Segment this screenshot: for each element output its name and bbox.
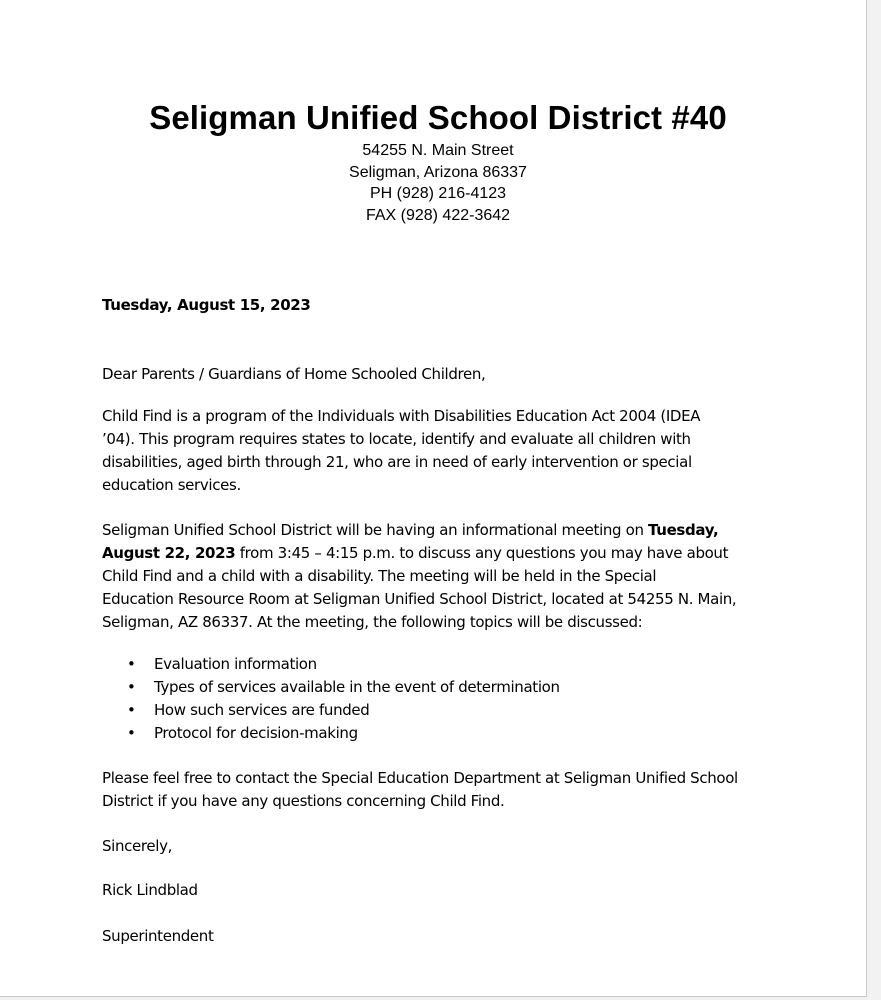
paragraph-line — [102, 542, 792, 565]
list-item — [102, 722, 792, 745]
street-address: 54255 N. Main Street — [362, 142, 514, 159]
list-item — [102, 676, 792, 699]
paragraph-child-find — [102, 405, 792, 497]
bullet-icon: • — [127, 655, 136, 673]
topic-text: Protocol for decision-making — [154, 724, 358, 742]
signer-title: Superintendent — [102, 927, 214, 945]
paragraph-meeting — [102, 519, 792, 634]
paragraph-line: education services. — [102, 476, 241, 494]
meeting-day: Tuesday, — [648, 521, 719, 539]
bullet-icon: • — [127, 701, 136, 719]
topic-text: Evaluation information — [154, 655, 317, 673]
list-item — [102, 699, 792, 722]
meeting-time-text: from 3:45 – 4:15 p.m. to discuss any questions you may have about — [235, 544, 729, 562]
salutation: Dear Parents / Guardians of Home Schooled Children, — [102, 365, 486, 383]
paragraph-line: Child Find is a program of the Individuals with Disabilities Education Act 2004 (IDEA — [102, 407, 701, 425]
phone-number: PH (928) 216-4123 — [369, 185, 507, 202]
fax-number: FAX (928) 422-3642 — [365, 206, 511, 224]
letterhead — [0, 98, 867, 226]
topics-list — [102, 653, 792, 745]
meeting-intro-text: Seligman Unified School District will be having an informational meeting on — [102, 521, 649, 539]
district-name: Seligman Unified School District #40 — [149, 99, 727, 136]
letter-date: Tuesday, August 15, 2023 — [102, 296, 311, 314]
list-item — [102, 653, 792, 676]
paragraph-contact — [102, 767, 792, 813]
signer-name: Rick Lindblad — [102, 881, 198, 899]
paragraph-line: Please feel free to contact the Special Education Department at Seligman Unified School — [102, 769, 738, 787]
meeting-date: August 22, 2023 — [102, 544, 236, 562]
topic-text: How such services are funded — [154, 701, 370, 719]
paragraph-line: Seligman, AZ 86337. At the meeting, the following topics will be discussed: — [102, 613, 643, 631]
paragraph-line: ’04). This program requires states to locate, identify and evaluate all children with — [102, 430, 691, 448]
closing: Sincerely, — [102, 837, 173, 855]
paragraph-line: Child Find and a child with a disability. The meeting will be held in the Special — [102, 567, 657, 585]
bullet-icon: • — [127, 724, 136, 742]
city-state-zip: Seligman, Arizona 86337 — [349, 163, 527, 181]
paragraph-line — [102, 519, 792, 542]
topic-text: Types of services available in the event of determination — [154, 678, 560, 696]
paragraph-line: Education Resource Room at Seligman Unified School District, located at 54255 N. Main, — [102, 590, 737, 608]
bullet-icon: • — [127, 678, 136, 696]
paragraph-line: District if you have any questions concerning Child Find. — [102, 792, 505, 810]
paragraph-line: disabilities, aged birth through 21, who are in need of early intervention or special — [102, 453, 692, 471]
